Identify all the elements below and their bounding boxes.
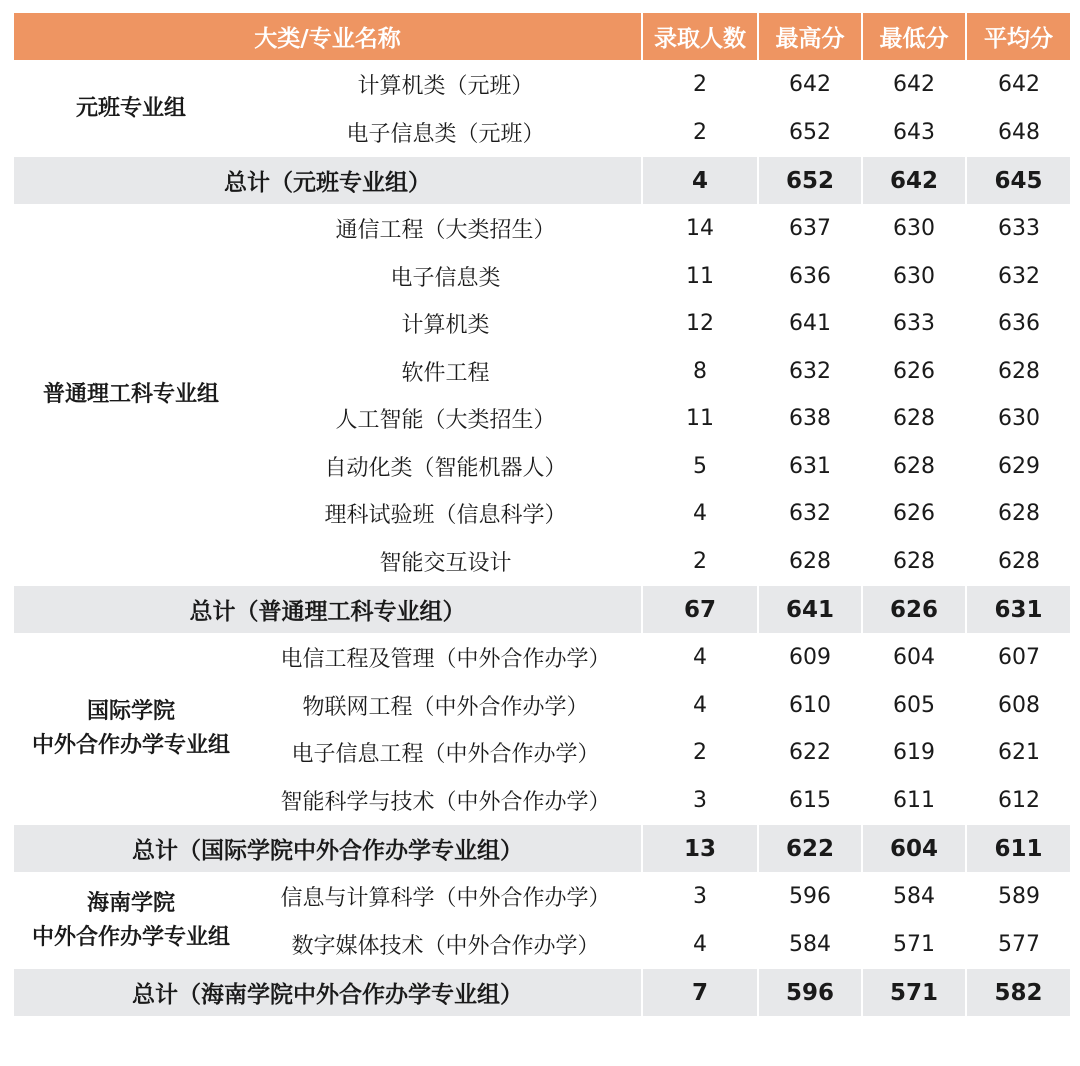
min-score: 628 (862, 538, 966, 586)
total-avg: 582 (966, 968, 1071, 1017)
total-count: 13 (642, 824, 758, 873)
major-name: 人工智能（大类招生） (249, 395, 642, 443)
min-score: 626 (862, 348, 966, 396)
group-name-line: 中外合作办学专业组 (31, 924, 230, 950)
min-score: 628 (862, 443, 966, 491)
admitted-count: 4 (642, 634, 758, 682)
max-score: 609 (758, 634, 862, 682)
total-label: 总计（国际学院中外合作办学专业组） (13, 824, 642, 873)
max-score: 642 (758, 61, 862, 109)
table-row (13, 873, 1071, 921)
total-min: 642 (862, 156, 966, 205)
admitted-count: 2 (642, 109, 758, 157)
avg-score: 632 (966, 253, 1071, 301)
admitted-count: 3 (642, 777, 758, 825)
total-max: 596 (758, 968, 862, 1017)
avg-score: 607 (966, 634, 1071, 682)
major-name: 通信工程（大类招生） (249, 205, 642, 253)
avg-score: 633 (966, 205, 1071, 253)
admitted-count: 4 (642, 490, 758, 538)
group-name-line: 国际学院 (86, 699, 175, 724)
min-score: 628 (862, 395, 966, 443)
max-score: 628 (758, 538, 862, 586)
major-name: 电子信息工程（中外合作办学） (249, 729, 642, 777)
avg-score: 648 (966, 109, 1071, 157)
avg-score: 589 (966, 873, 1071, 921)
total-row (13, 156, 1071, 205)
admitted-count: 3 (642, 873, 758, 921)
total-avg: 645 (966, 156, 1071, 205)
major-name: 计算机类（元班） (249, 61, 642, 109)
total-row (13, 824, 1071, 873)
min-score: 605 (862, 682, 966, 730)
group-name-line: 海南学院 (86, 890, 175, 916)
total-count: 67 (642, 585, 758, 634)
max-score: 615 (758, 777, 862, 825)
admitted-count: 11 (642, 395, 758, 443)
avg-score: 608 (966, 682, 1071, 730)
admitted-count: 5 (642, 443, 758, 491)
major-name: 物联网工程（中外合作办学） (249, 682, 642, 730)
min-score: 626 (862, 490, 966, 538)
table-row (13, 205, 1071, 253)
max-score: 637 (758, 205, 862, 253)
avg-score: 629 (966, 443, 1071, 491)
admitted-count: 11 (642, 253, 758, 301)
admitted-count: 4 (642, 682, 758, 730)
group-name (13, 61, 249, 156)
admission-table-container (12, 11, 1070, 1018)
total-count: 7 (642, 968, 758, 1017)
total-label: 总计（海南学院中外合作办学专业组） (13, 968, 642, 1017)
admitted-count: 2 (642, 729, 758, 777)
group-name (13, 634, 249, 824)
major-name: 智能科学与技术（中外合作办学） (249, 777, 642, 825)
group-name-line: 元班专业组 (75, 95, 186, 121)
max-score: 610 (758, 682, 862, 730)
total-label: 总计（元班专业组） (13, 156, 642, 205)
max-score: 622 (758, 729, 862, 777)
min-score: 604 (862, 634, 966, 682)
group-name (13, 873, 249, 968)
admission-score-table (12, 11, 1072, 1018)
major-name: 自动化类（智能机器人） (249, 443, 642, 491)
header-max-score: 最高分 (758, 12, 862, 61)
avg-score: 621 (966, 729, 1071, 777)
max-score: 596 (758, 873, 862, 921)
group-name-line: 普通理工科专业组 (42, 382, 219, 407)
min-score: 630 (862, 205, 966, 253)
total-max: 652 (758, 156, 862, 205)
total-avg: 631 (966, 585, 1071, 634)
major-name: 理科试验班（信息科学） (249, 490, 642, 538)
avg-score: 636 (966, 300, 1071, 348)
min-score: 584 (862, 873, 966, 921)
major-name: 数字媒体技术（中外合作办学） (249, 921, 642, 969)
total-label: 总计（普通理工科专业组） (13, 585, 642, 634)
min-score: 571 (862, 921, 966, 969)
table-row (13, 634, 1071, 682)
avg-score: 628 (966, 490, 1071, 538)
admitted-count: 4 (642, 921, 758, 969)
total-min: 571 (862, 968, 966, 1017)
header-avg-score: 平均分 (966, 12, 1071, 61)
max-score: 636 (758, 253, 862, 301)
min-score: 643 (862, 109, 966, 157)
header-min-score: 最低分 (862, 12, 966, 61)
total-avg: 611 (966, 824, 1071, 873)
group-name-line: 中外合作办学专业组 (31, 733, 230, 758)
min-score: 633 (862, 300, 966, 348)
max-score: 632 (758, 490, 862, 538)
major-name: 智能交互设计 (249, 538, 642, 586)
total-count: 4 (642, 156, 758, 205)
max-score: 638 (758, 395, 862, 443)
group-name (13, 205, 249, 585)
table-header-row (13, 12, 1071, 61)
total-max: 641 (758, 585, 862, 634)
major-name: 电子信息类（元班） (249, 109, 642, 157)
avg-score: 628 (966, 538, 1071, 586)
total-max: 622 (758, 824, 862, 873)
admitted-count: 12 (642, 300, 758, 348)
header-category-major: 大类/专业名称 (13, 12, 642, 61)
avg-score: 577 (966, 921, 1071, 969)
max-score: 584 (758, 921, 862, 969)
total-min: 626 (862, 585, 966, 634)
min-score: 630 (862, 253, 966, 301)
max-score: 641 (758, 300, 862, 348)
major-name: 信息与计算科学（中外合作办学） (249, 873, 642, 921)
table-row (13, 61, 1071, 109)
avg-score: 628 (966, 348, 1071, 396)
header-admitted-count: 录取人数 (642, 12, 758, 61)
major-name: 软件工程 (249, 348, 642, 396)
avg-score: 612 (966, 777, 1071, 825)
max-score: 652 (758, 109, 862, 157)
admitted-count: 14 (642, 205, 758, 253)
major-name: 电信工程及管理（中外合作办学） (249, 634, 642, 682)
max-score: 631 (758, 443, 862, 491)
avg-score: 642 (966, 61, 1071, 109)
min-score: 611 (862, 777, 966, 825)
avg-score: 630 (966, 395, 1071, 443)
min-score: 619 (862, 729, 966, 777)
admitted-count: 2 (642, 538, 758, 586)
max-score: 632 (758, 348, 862, 396)
min-score: 642 (862, 61, 966, 109)
admitted-count: 2 (642, 61, 758, 109)
total-row (13, 968, 1071, 1017)
major-name: 计算机类 (249, 300, 642, 348)
admitted-count: 8 (642, 348, 758, 396)
major-name: 电子信息类 (249, 253, 642, 301)
total-min: 604 (862, 824, 966, 873)
total-row (13, 585, 1071, 634)
